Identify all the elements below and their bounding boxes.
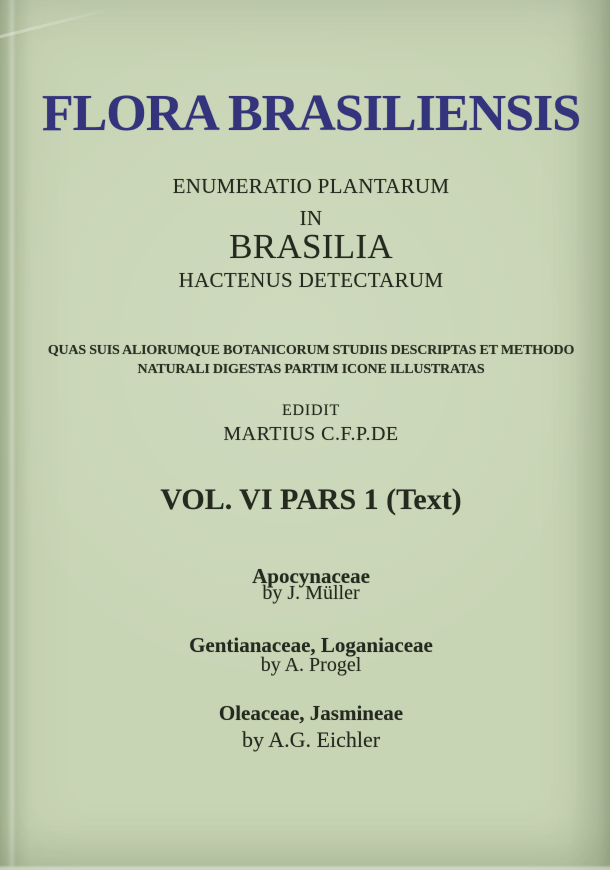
contribution-author: by A. Progel — [260, 654, 362, 676]
cover-title: FLORA BRASILIENSIS — [41, 85, 581, 142]
editor-name: MARTIUS C.F.P.DE — [223, 423, 399, 445]
series-line-hactenus: HACTENUS DETECTARUM — [178, 268, 444, 292]
contribution-family: Gentianaceae, Loganiaceae — [189, 633, 433, 657]
contribution-author: by A.G. Eichler — [241, 727, 381, 752]
volume-title: VOL. VI PARS 1 (Text) — [160, 483, 462, 516]
latin-motto — [12, 341, 610, 379]
series-line-brasilia: BRASILIA — [229, 227, 393, 266]
contribution-author: by J. Müller — [262, 582, 360, 604]
editor-label: EDIDIT — [281, 402, 341, 419]
latin-motto-line2: NATURALI DIGESTAS PARTIM ICONE ILLUSTRATAS — [137, 362, 485, 377]
contribution-family: Apocynaceae — [252, 564, 370, 588]
contribution-family: Oleaceae, Jasmineae — [218, 701, 404, 725]
series-line-in: IN — [299, 206, 323, 230]
latin-motto-line1: QUAS SUIS ALIORUMQUE BOTANICORUM STUDIIS DESCRIPTAS ET METHODO — [47, 343, 575, 358]
series-line-enumeratio: ENUMERATIO PLANTARUM — [172, 174, 450, 198]
